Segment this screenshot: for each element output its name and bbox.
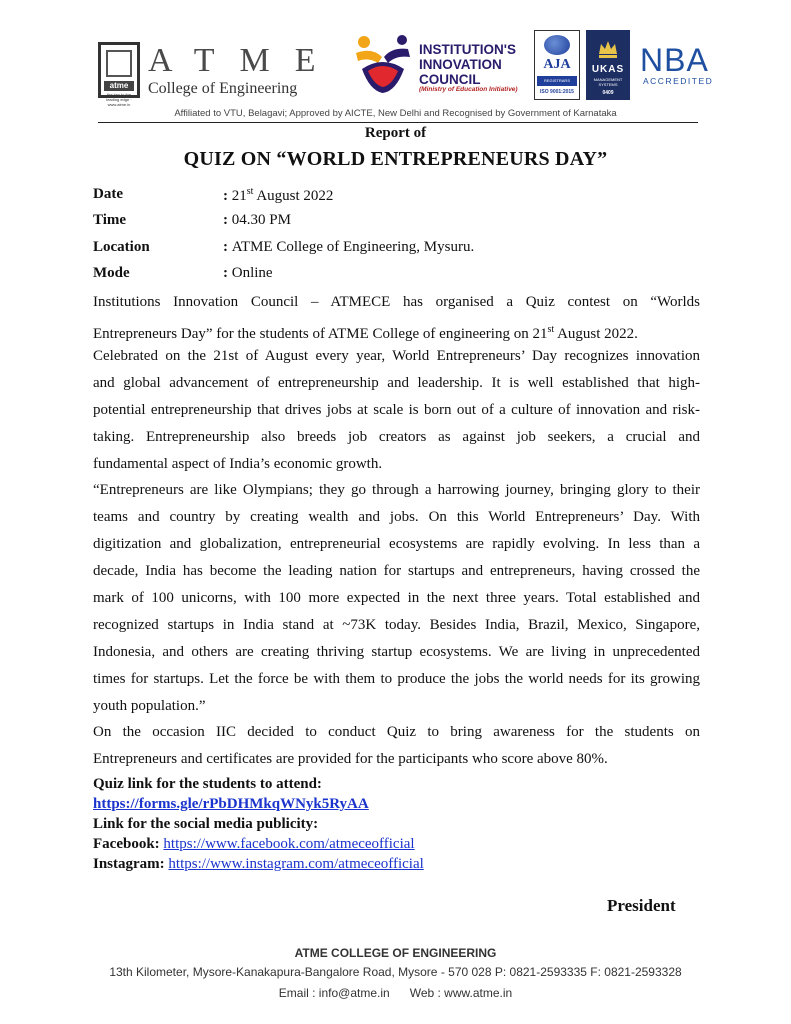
iic-title <box>419 42 516 87</box>
paragraph-line: teams and country by creating wealth and jobs. On this World Entrepreneurs’ Day. With <box>93 509 700 525</box>
logo-tag: atme <box>104 81 134 91</box>
paragraph-line: recognized startups in India stand at ~73K today. Besides India, Brazil, Mexico, Singapore, <box>93 617 700 633</box>
quiz-link-label: Quiz link for the students to attend: <box>93 776 322 792</box>
brand-name: ATME <box>148 42 341 79</box>
header-divider <box>98 122 698 123</box>
footer-contact <box>0 986 791 1000</box>
paragraph-line: On the occasion IIC decided to conduct Quiz to bring awareness for the students on <box>93 724 700 740</box>
date-label: Date <box>93 186 123 202</box>
paragraph-line: taking. Entrepreneurship also breeds job creators as against job seekers, a crucial and <box>93 429 700 445</box>
meta-colon: : <box>223 188 232 204</box>
date-rest: August 2022 <box>253 188 334 204</box>
date-suffix: st <box>547 324 555 335</box>
facebook-link[interactable]: https://www.facebook.com/atmeceofficial <box>163 836 415 852</box>
crown-icon <box>597 38 619 60</box>
ukas-certification-badge <box>586 30 630 100</box>
paragraph-line: “Entrepreneurs are like Olympians; they go through a harrowing journey, bringing glory to their <box>93 482 700 498</box>
paragraph-line-text: Entrepreneurs Day” for the students of ATME College of engineering on 21 <box>93 326 548 342</box>
logo-frame <box>106 50 132 77</box>
links-section <box>93 774 424 874</box>
aja-text: AJA <box>543 57 571 72</box>
ukas-number: 0409 <box>602 90 614 96</box>
paragraph-line: fundamental aspect of India’s economic growth. <box>93 456 383 472</box>
iic-title-line: INSTITUTION'S <box>419 42 516 57</box>
globe-icon <box>544 35 570 55</box>
nba-logo: NBA <box>640 42 709 78</box>
location-value <box>223 239 474 256</box>
nba-accredited: ACCREDITED <box>643 76 714 86</box>
footer-email: Email : info@atme.in <box>278 986 390 1000</box>
instagram-link[interactable]: https://www.instagram.com/atmeceofficial <box>168 856 424 872</box>
location-label: Location <box>93 239 150 255</box>
report-of: Report of <box>364 125 427 141</box>
quote-paragraph <box>93 477 700 720</box>
location-text: ATME College of Engineering, Mysuru. <box>231 239 475 255</box>
paragraph-line: Celebrated on the 21st of August every year, World Entrepreneurs’ Day recognizes innovation <box>93 348 700 364</box>
paragraph-line: youth population.” <box>93 698 206 714</box>
social-label: Link for the social media publicity: <box>93 816 319 832</box>
time-text: 04.30 PM <box>231 212 291 228</box>
mode-value <box>223 265 273 282</box>
paragraph-line <box>93 316 700 343</box>
affiliation-line: Affiliated to VTU, Belagavi; Approved by AICTE, New Delhi and Recognised by Government of Karnataka <box>174 108 617 119</box>
time-value <box>223 212 291 229</box>
date-suffix: st <box>246 186 254 197</box>
aja-registrars: REGISTRARS <box>537 76 577 86</box>
paragraph-line: Institutions Innovation Council – ATMECE has organised a Quiz contest on “Worlds <box>93 294 700 310</box>
celebration-paragraph <box>93 343 700 478</box>
time-label: Time <box>93 212 127 228</box>
facebook-label: Facebook: <box>93 836 160 852</box>
iic-title-line: INNOVATION <box>419 57 502 72</box>
report-title: QUIZ ON “WORLD ENTREPRENEURS DAY” <box>183 148 608 170</box>
iic-title-line: COUNCIL <box>419 72 481 87</box>
logo-tagline: the key to the leading edge · www.atme.in <box>106 92 132 107</box>
iic-logo-icon <box>352 33 414 95</box>
footer-address: 13th Kilometer, Mysore-Kanakapura-Bangalore Road, Mysore - 570 028 P: 0821-2593335 F: 0821-2593328 <box>109 965 682 979</box>
ukas-mgmt: MANAGEMENT SYSTEMS <box>593 77 623 87</box>
paragraph-line: decade, India has become the leading nation for startups and entrepreneurs, having crossed the <box>93 563 700 579</box>
ukas-text: UKAS <box>591 64 625 75</box>
date-value <box>223 186 333 205</box>
occasion-paragraph <box>93 719 700 773</box>
intro-paragraph <box>93 289 700 343</box>
atme-logo <box>98 42 140 107</box>
mode-text: Online <box>231 265 273 281</box>
college-name: College of Engineering <box>148 80 298 97</box>
meta-colon: : <box>223 212 232 228</box>
mode-label: Mode <box>93 265 130 281</box>
paragraph-line: potential entrepreneurship that drives jobs at scale is born out of a culture of innovation and risk- <box>93 402 700 418</box>
paragraph-line: and global advancement of entrepreneurship and leadership. It is well established that high- <box>93 375 700 391</box>
instagram-label: Instagram: <box>93 856 165 872</box>
paragraph-line-tail: August 2022. <box>554 326 638 342</box>
footer-web: Web : www.atme.in <box>409 986 513 1000</box>
quiz-link[interactable]: https://forms.gle/rPbDHMkqWNyk5RyAA <box>93 796 369 812</box>
meta-colon: : <box>223 265 232 281</box>
date-day: 21 <box>231 188 247 204</box>
aja-certification-badge <box>534 30 580 100</box>
footer-college-name: ATME COLLEGE OF ENGINEERING <box>294 946 497 960</box>
paragraph-line: Entrepreneurs and certificates are provided for the participants who score above 80%. <box>93 751 608 767</box>
paragraph-line: mark of 100 unicorns, with 100 more expected in the next three years. Total established and <box>93 590 700 606</box>
paragraph-line: Indonesia, and others are creating thriving startup ecosystems. We are living in unprecedented <box>93 644 700 660</box>
paragraph-line: digitization and globalization, entrepreneurial ecosystems are rapidly evolving. In less than a <box>93 536 700 552</box>
iic-subtitle: (Ministry of Education Initiative) <box>419 86 518 93</box>
signatory: President <box>607 896 676 915</box>
paragraph-line: times for startups. Let the force be with them to produce the jobs the world needs for its growing <box>93 671 700 687</box>
aja-iso: ISO 9001:2015 <box>540 89 574 95</box>
meta-colon: : <box>223 239 232 255</box>
